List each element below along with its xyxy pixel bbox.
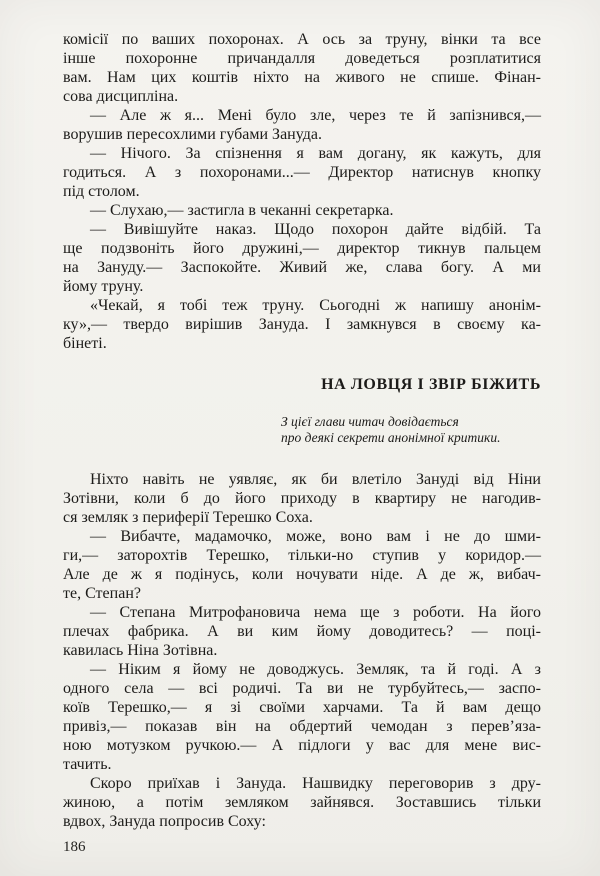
text-line: привіз,— показав він на обдертий чемодан з перев’яза- <box>63 718 541 735</box>
text-line: — Але ж я... Мені було зле, через те й запізнився,— <box>90 107 541 124</box>
text-line: годиться. А з похоронами...— Директор натиснув кнопку <box>63 164 541 181</box>
text-line: ся земляк з периферії Терешко Соха. <box>63 509 313 526</box>
text-line: сова дисципліна. <box>63 88 179 105</box>
text-line: під столом. <box>63 183 140 200</box>
text-line: йому труну. <box>63 278 144 295</box>
paragraph <box>63 603 541 660</box>
text-line: те, Степан? <box>63 585 141 602</box>
text-line: бінеті. <box>63 335 107 352</box>
text-line: вдвох, Зануда попросив Соху: <box>63 813 266 830</box>
paragraph <box>63 220 541 296</box>
text-line: жиною, а потім земляком зайнявся. Зоставшись тільки <box>63 794 541 811</box>
paragraph-continuation <box>63 30 541 106</box>
text-line: вам. Нам цих коштів ніхто на живого не спише. Фінан- <box>63 69 541 86</box>
page-number: 186 <box>63 839 86 855</box>
text-line: «Чекай, я тобі теж труну. Сьогодні ж напишу анонім- <box>90 297 541 314</box>
text-line: комісії по ваших похоронах. А ось за труну, вінки та все <box>63 31 541 48</box>
text-line: — Степана Митрофановича нема ще з роботи. На його <box>90 604 541 621</box>
text-line: Зотівни, коли б до його приходу в квартиру не нагодив- <box>63 490 541 507</box>
paragraph <box>63 470 541 527</box>
text-line: одного села — всі родичі. Та ви не турбуйтесь,— заспо- <box>63 680 541 697</box>
epigraph-line: З цієї глави читач довідається <box>281 414 459 429</box>
text-line: — Нічого. За спізнення я вам догану, як кажуть, для <box>90 145 541 162</box>
text-line: — Вивішуйте наказ. Щодо похорон дайте відбій. Та <box>90 221 541 238</box>
paragraph <box>63 106 541 144</box>
text-line: ною мотузком ручкою.— А підлоги у вас для мене вис- <box>63 737 541 754</box>
text-line: Ніхто навіть не уявляє, як би влетіло Зануді від Ніни <box>90 471 541 488</box>
text-line: кавилась Ніна Зотівна. <box>63 642 218 659</box>
text-line: плечах фабрика. А ви ким йому доводитесь? — поці- <box>63 623 541 640</box>
chapter-title: НА ЛОВЦЯ І ЗВІР БІЖИТЬ <box>321 376 541 393</box>
text-line: ку»,— твердо вирішив Зануда. І замкнувся в своєму ка- <box>63 316 541 333</box>
text-line: ги,— заторохтів Терешко, тільки-но ступив у коридор.— <box>63 547 541 564</box>
paragraph <box>63 144 541 201</box>
text-line: коїв Терешко,— я зі своїми харчами. Та й вам дещо <box>63 699 541 716</box>
text-line: на Зануду.— Заспокойте. Живий же, слава богу. А ми <box>63 259 541 276</box>
paragraph <box>63 660 541 774</box>
text-line: ворушив пересохлими губами Зануда. <box>63 126 322 143</box>
paragraph <box>63 527 541 603</box>
text-line: інше похоронне причандалля доведеться розплатитися <box>63 50 541 67</box>
text-line: — Вибачте, мадамочко, може, воно вам і не до шми- <box>90 528 541 545</box>
paragraph <box>63 201 541 220</box>
text-line: — Слухаю,— застигла в чеканні секретарка. <box>90 202 394 219</box>
text-line: тачить. <box>63 756 112 773</box>
paragraph <box>63 296 541 353</box>
text-line: Скоро приїхав і Зануда. Нашвидку переговорив з дру- <box>90 775 541 792</box>
text-line: Але де ж я подінусь, коли ночувати ніде. А де ж, вибач- <box>63 566 541 583</box>
chapter-epigraph <box>281 414 541 446</box>
text-line: — Ніким я йому не доводжусь. Земляк, та й годі. А з <box>90 661 541 678</box>
paragraph <box>63 774 541 831</box>
text-line: ще подзвоніть його дружині,— директор тикнув пальцем <box>63 240 541 257</box>
text-column <box>63 30 541 831</box>
epigraph-line: про деякі секрети анонімної критики. <box>281 430 501 445</box>
